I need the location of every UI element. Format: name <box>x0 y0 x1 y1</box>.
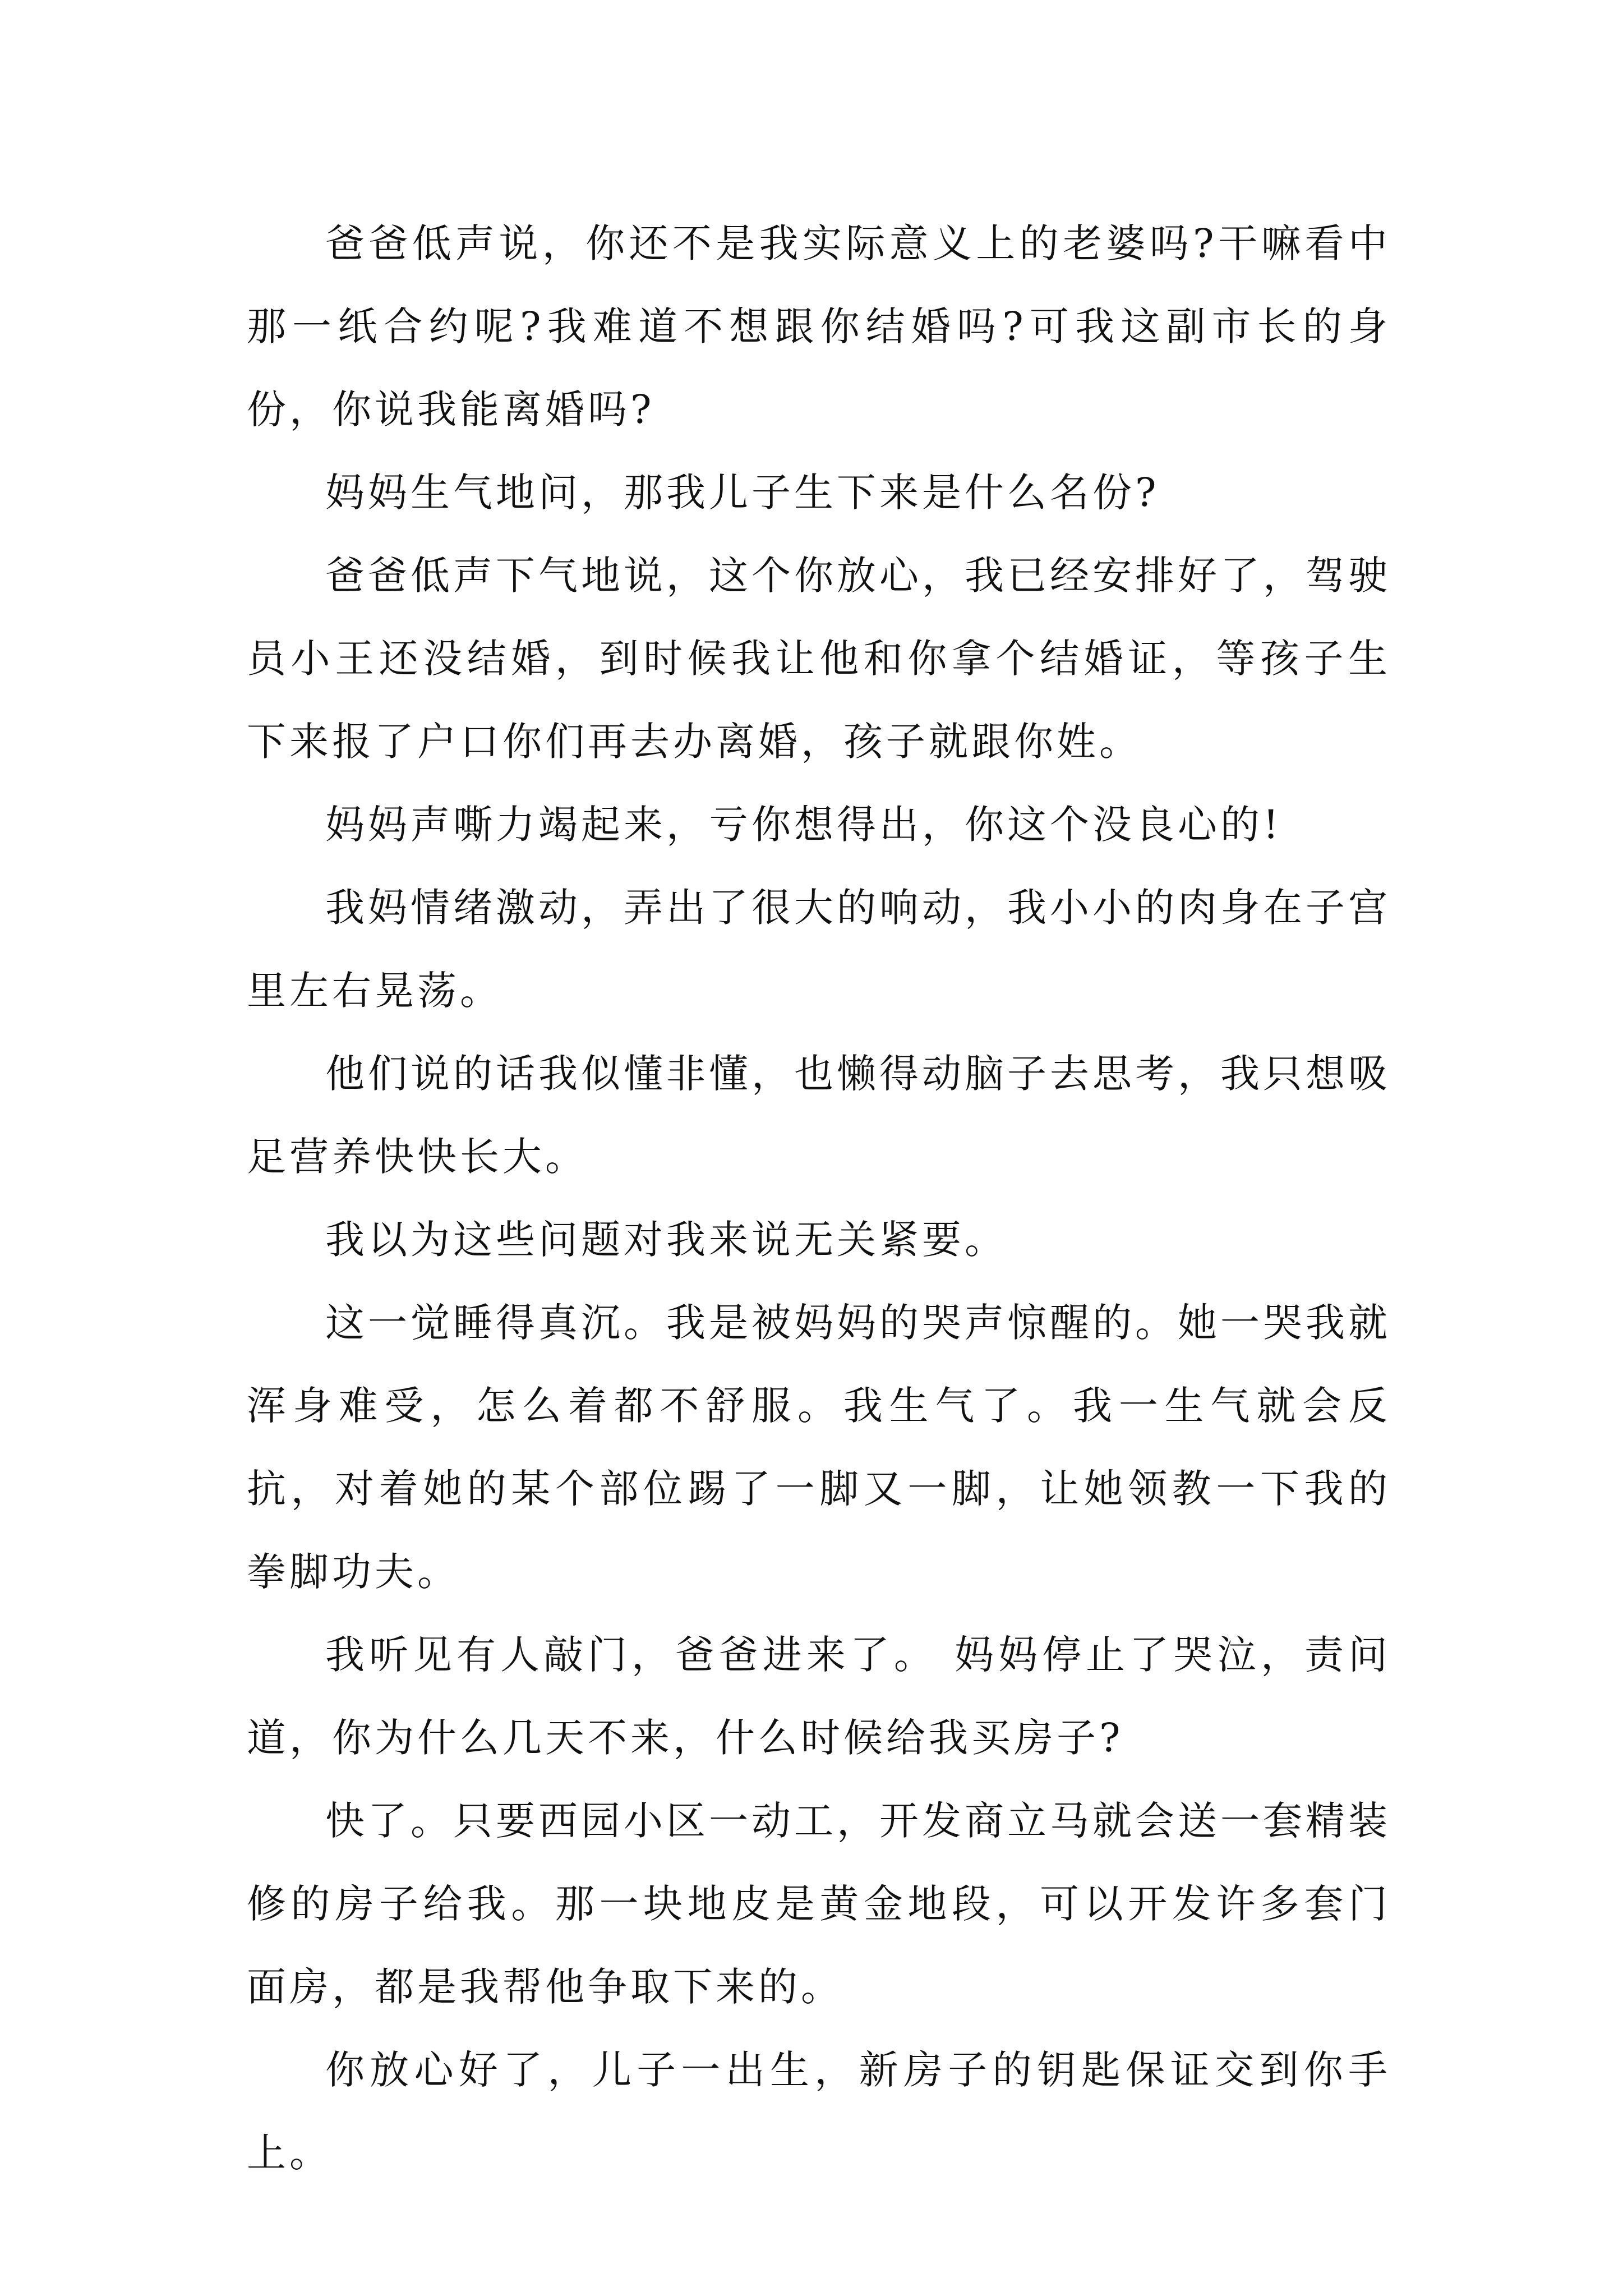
paragraph: 妈妈生气地问，那我儿子生下来是什么名份? <box>325 470 1160 516</box>
paragraph: 爸爸低声说，你还不是我实际意义上的老婆吗?干嘛看中那一纸合约呢?我难道不想跟你结婚吗?可我这副市长的身份，你说我能离婚吗? <box>247 220 1391 432</box>
paragraph: 爸爸低声下气地说，这个你放心，我已经安排好了，驾驶员小王还没结婚，到时候我让他和你拿个结婚证，等孩子生下来报了户口你们再去办离婚，孩子就跟你姓。 <box>247 553 1391 765</box>
paragraph: 我以为这些问题对我来说无关紧要。 <box>325 1217 1007 1263</box>
paragraph: 我妈情绪激动，弄出了很大的响动，我小小的肉身在子宫里左右晃荡。 <box>247 885 1391 1014</box>
paragraph: 快了。只要西园小区一动工，开发商立马就会送一套精装修的房子给我。那一块地皮是黄金地段，可以开发许多套门面房，都是我帮他争取下来的。 <box>247 1798 1391 2010</box>
paragraph: 妈妈声嘶力竭起来，亏你想得出，你这个没良心的! <box>325 802 1283 848</box>
paragraph: 这一觉睡得真沉。我是被妈妈的哭声惊醒的。她一哭我就浑身难受，怎么着都不舒服。我生气了。我一生气就会反抗，对着她的某个部位踢了一脚又一脚，让她领教一下我的拳脚功夫。 <box>247 1300 1391 1595</box>
paragraph: 我听见有人敲门，爸爸进来了。 妈妈停止了哭泣，责问道，你为什么几天不来，什么时候给我买房子? <box>247 1632 1391 1761</box>
paragraph: 他们说的话我似懂非懂，也懒得动脑子去思考，我只想吸足营养快快长大。 <box>247 1051 1391 1180</box>
document-body <box>247 202 1391 2194</box>
paragraph: 你放心好了，儿子一出生，新房子的钥匙保证交到你手上。 <box>247 2047 1391 2176</box>
